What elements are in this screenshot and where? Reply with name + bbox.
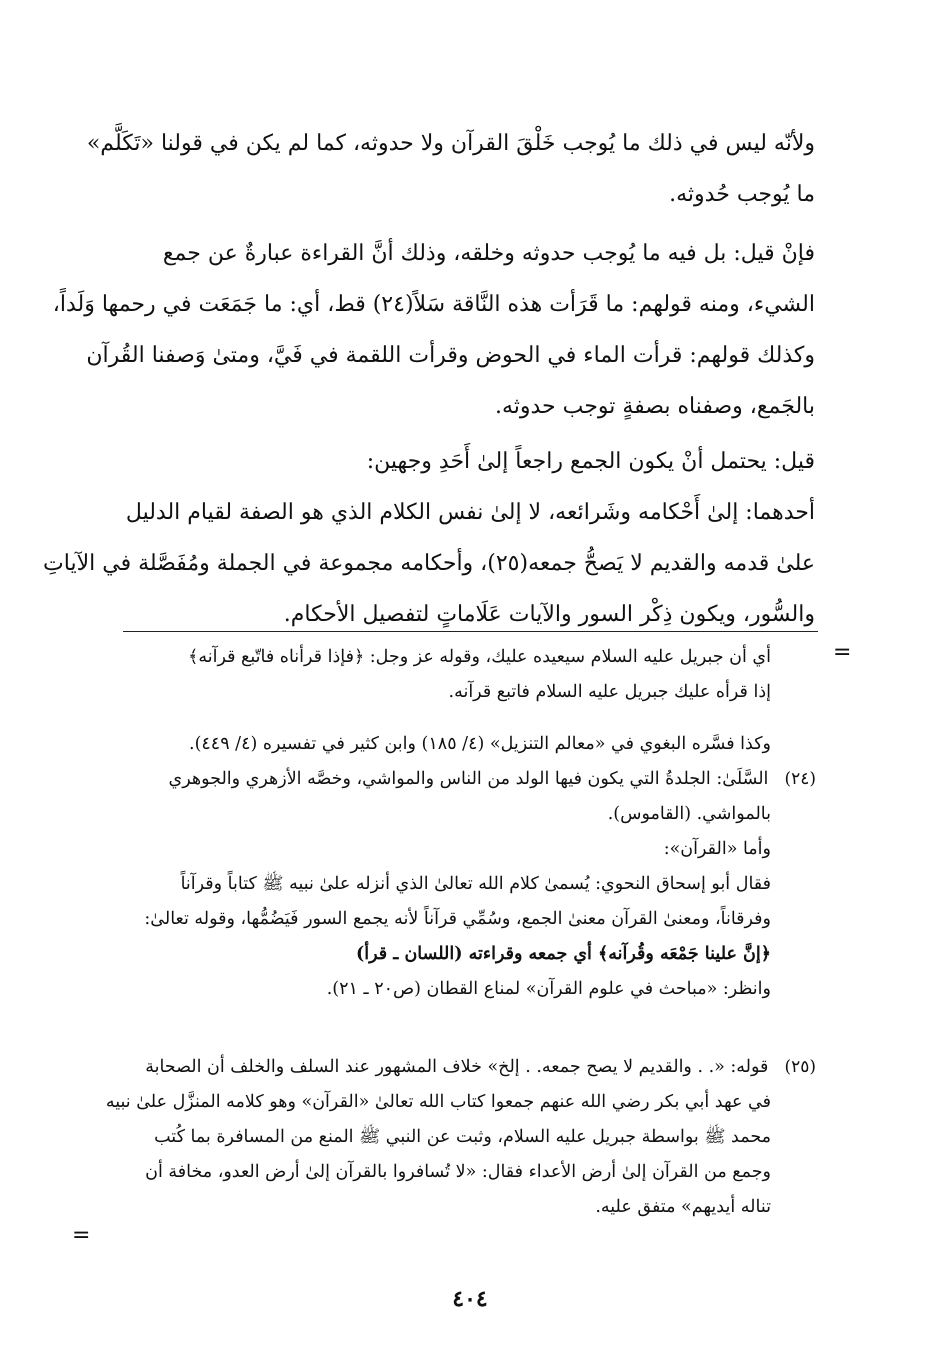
footnote-line: أي أن جبريل عليه السلام سيعيده عليك، وقوله عز وجل: ﴿فإذا قرأناه فاتّبع قرآنه﴾ [188, 647, 771, 667]
page-number: ٤٠٤ [452, 1286, 488, 1312]
footnote-line: وأما «القرآن»: [663, 839, 771, 859]
paragraph-1 [86, 118, 815, 220]
paragraph-2 [52, 228, 815, 432]
footnote-line: وجمع من القرآن إلىٰ أرض الأعداء فقال: «لا تُسافروا بالقرآن إلىٰ أرض العدو، مخافة أن [145, 1162, 771, 1182]
paragraph-line: ما يُوجب حُدوثه. [669, 182, 815, 207]
paragraph-line: فإنْ قيل: بل فيه ما يُوجب حدوثه وخلقه، وذلك أنَّ القراءة عبارةٌ عن جمع [162, 241, 815, 266]
footnote-25 [105, 1050, 816, 1225]
paragraph-3 [43, 436, 815, 640]
footnote-continuation [108, 640, 816, 710]
footnote-line: وفرقاناً، ومعنىٰ القرآن معنىٰ الجمع، وسُمِّي قرآناً لأنه يجمع السور فَيَضُمُّها، وقوله تعالىٰ: [144, 909, 771, 929]
paragraph-line: ولأنّه ليس في ذلك ما يُوجب خَلْقَ القرآن ولا حدوثه، كما لم يكن في قولنا «تَكَلَّم» [86, 131, 815, 156]
paragraph-line: بالجَمع، وصفناه بصفةٍ توجب حدوثه. [494, 394, 815, 419]
paragraph-line: وكذلك قولهم: قرأت الماء في الحوض وقرأت اللقمة في فَيَّ، ومتىٰ وَصفنا القُرآن [86, 343, 815, 368]
paragraph-line: أحدهما: إلىٰ أَحْكامه وشَرائعه، لا إلىٰ نفس الكلام الذي هو الصفة لقيام الدليل [125, 500, 815, 525]
footnote-line: وكذا فسَّره البغوي في «معالم التنزيل» (٤/ ١٨٥) وابن كثير في تفسيره (٤/ ٤٤٩). [189, 734, 771, 754]
footnote-number: (٢٤) [784, 769, 816, 789]
footnote-text: قوله: «. . والقديم لا يصح جمعه. . إلخ» خلاف المشهور عند السلف والخلف أن الصحابة [145, 1057, 769, 1077]
footnote-line: وانظر: «مباحث في علوم القرآن» لمناع القطان (ص٢٠ ـ ٢١). [326, 979, 771, 999]
footnote-line: فقال أبو إسحاق النحوي: يُسمىٰ كلام الله تعالىٰ الذي أنزله علىٰ نبيه ﷺ كتاباً وقرآناً [180, 874, 771, 894]
footnote-line: تناله أيديهم» متفق عليه. [595, 1197, 771, 1217]
footnote-line: بالمواشي. (القاموس). [607, 804, 771, 824]
margin-mark: = [833, 640, 852, 665]
paragraph-line: قيل: يحتمل أنْ يكون الجمع راجعاً إلىٰ أَحَدِ وجهين: [366, 449, 815, 474]
paragraph-line: علىٰ قدمه والقديم لا يَصحُّ جمعه(٢٥)، وأحكامه مجموعة في الجملة ومُفَصَّلة في الآياتِ [43, 551, 815, 576]
footnote-line [108, 1050, 816, 1085]
footnote-text: السَّلَىٰ: الجلدةُ التي يكون فيها الولد من الناس والمواشي، وخصَّه الأزهري والجوهري [168, 769, 769, 789]
footnote-line: إذا قرأه عليك جبريل عليه السلام فاتبع قرآنه. [448, 682, 771, 702]
margin-mark: = [72, 1223, 91, 1248]
footnote-line: محمد ﷺ بواسطة جبريل عليه السلام، وثبت عن النبي ﷺ المنع من المسافرة بما كُتب [154, 1127, 771, 1147]
footnote-24 [108, 727, 816, 1007]
footnote-separator [123, 631, 818, 632]
footnote-number: (٢٥) [784, 1057, 816, 1077]
paragraph-line: والسُّور، ويكون ذِكْر السور والآيات عَلَاماتٍ لتفصيل الأحكام. [283, 602, 815, 627]
footnote-line: ﴿إنَّ علينا جَمْعَه وقُرآنه﴾ أي جمعه وقراءته (اللسان ـ قرأ) [355, 944, 771, 964]
paragraph-line: الشيء، ومنه قولهم: ما قَرَأت هذه النَّاقة سَلاً(٢٤) قط، أي: ما جَمَعَت في رحمها وَلَداً، [52, 292, 815, 317]
footnote-line [108, 762, 816, 797]
footnote-line: في عهد أبي بكر رضي الله عنهم جمعوا كتاب الله تعالىٰ «القرآن» وهو كلامه المنزَّل علىٰ نبيه [105, 1092, 771, 1112]
